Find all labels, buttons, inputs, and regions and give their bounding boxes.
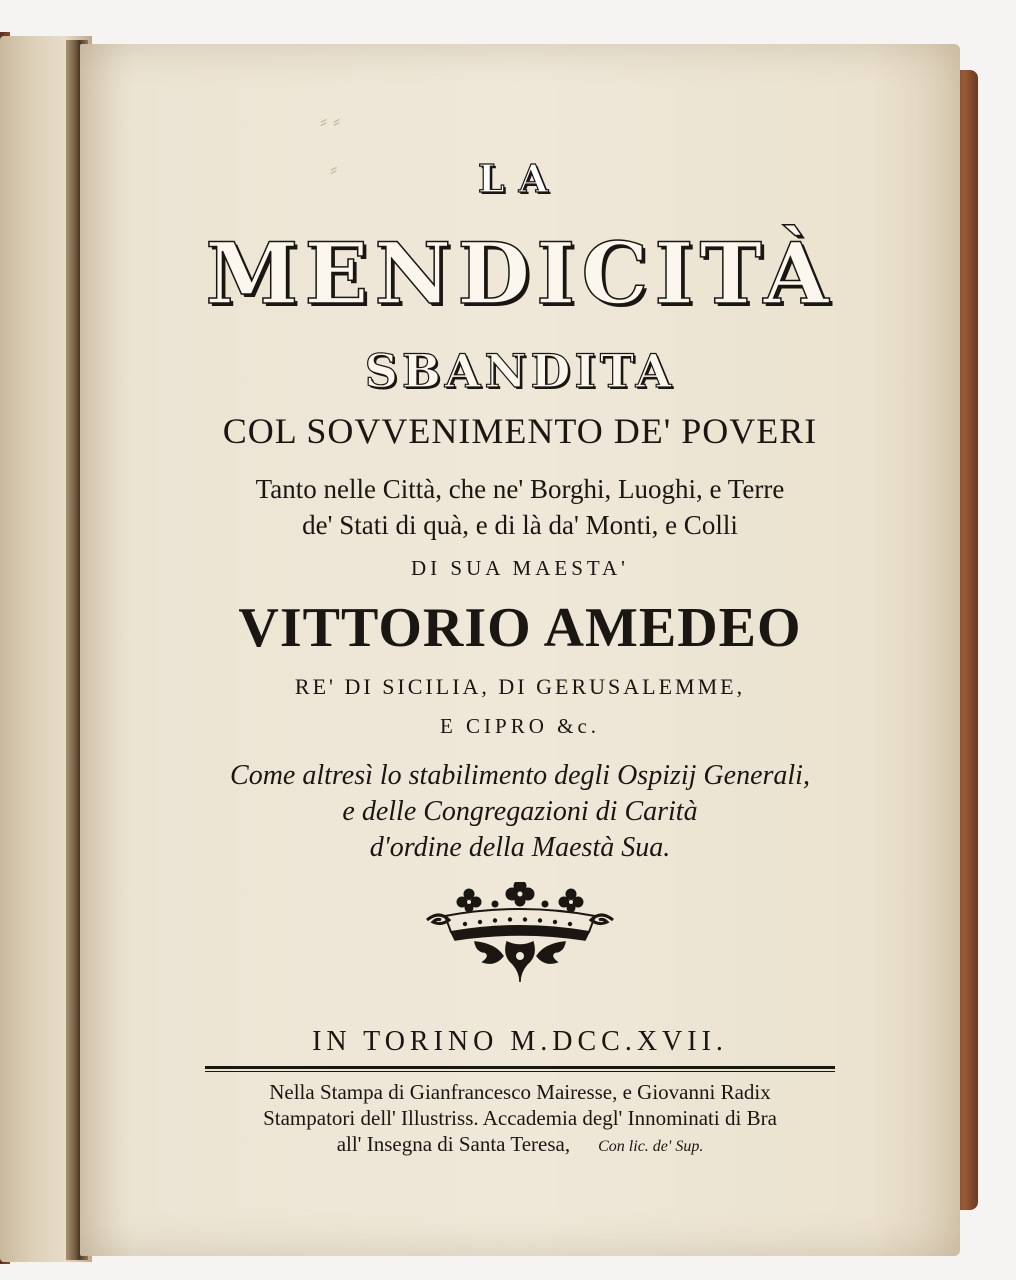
- imprint-line-3: [80, 1132, 960, 1157]
- title-page: [80, 44, 960, 1256]
- title-second-word: SBANDITA: [364, 344, 676, 398]
- dedication-line: DI SUA MAESTA': [411, 556, 629, 580]
- main-title: MENDICITÀ: [205, 224, 835, 323]
- subtitle-line-1: Tanto nelle Città, che ne' Borghi, Luoghi, e Terre: [255, 474, 785, 504]
- title-page-content: [80, 44, 960, 1256]
- title-article: LA: [477, 156, 563, 201]
- bleed-through-mark: ⸗ ⸗: [320, 108, 341, 133]
- imprint-license: Con lic. de' Sup.: [598, 1138, 704, 1155]
- imprint-printers-1: Nella Stampa di Gianfrancesco Mairesse, e Giovanni Radix: [269, 1080, 771, 1104]
- italic-note-1: Come altresì lo stabilimento degli Ospizij Generali,: [230, 760, 810, 791]
- bleed-through-mark: ⸗: [330, 156, 338, 181]
- imprint-printers-2: Stampatori dell' Illustriss. Accademia degl' Innominati di Bra: [263, 1106, 777, 1130]
- sovereign-titles-2: E CIPRO &c.: [439, 714, 601, 738]
- sovereign-name: VITTORIO AMEDEO: [238, 597, 802, 659]
- imprint-rule-thin: [205, 1071, 835, 1072]
- imprint-place-date: IN TORINO M.DCC.XVII.: [312, 1026, 728, 1057]
- italic-note-3: d'ordine della Maestà Sua.: [369, 832, 671, 863]
- subtitle-line-2: de' Stati di quà, e di là da' Monti, e Colli: [302, 510, 738, 540]
- italic-note-2: e delle Congregazioni di Carità: [342, 796, 698, 827]
- subtitle: COL SOVVENIMENTO DE' POVERI: [222, 411, 818, 451]
- sovereign-titles-1: RE' DI SICILIA, DI GERUSALEMME,: [294, 674, 746, 699]
- crown-ornament-icon: [425, 882, 615, 986]
- imprint-rule: [205, 1066, 835, 1069]
- imprint-printers-3: all' Insegna di Santa Teresa,: [336, 1132, 571, 1156]
